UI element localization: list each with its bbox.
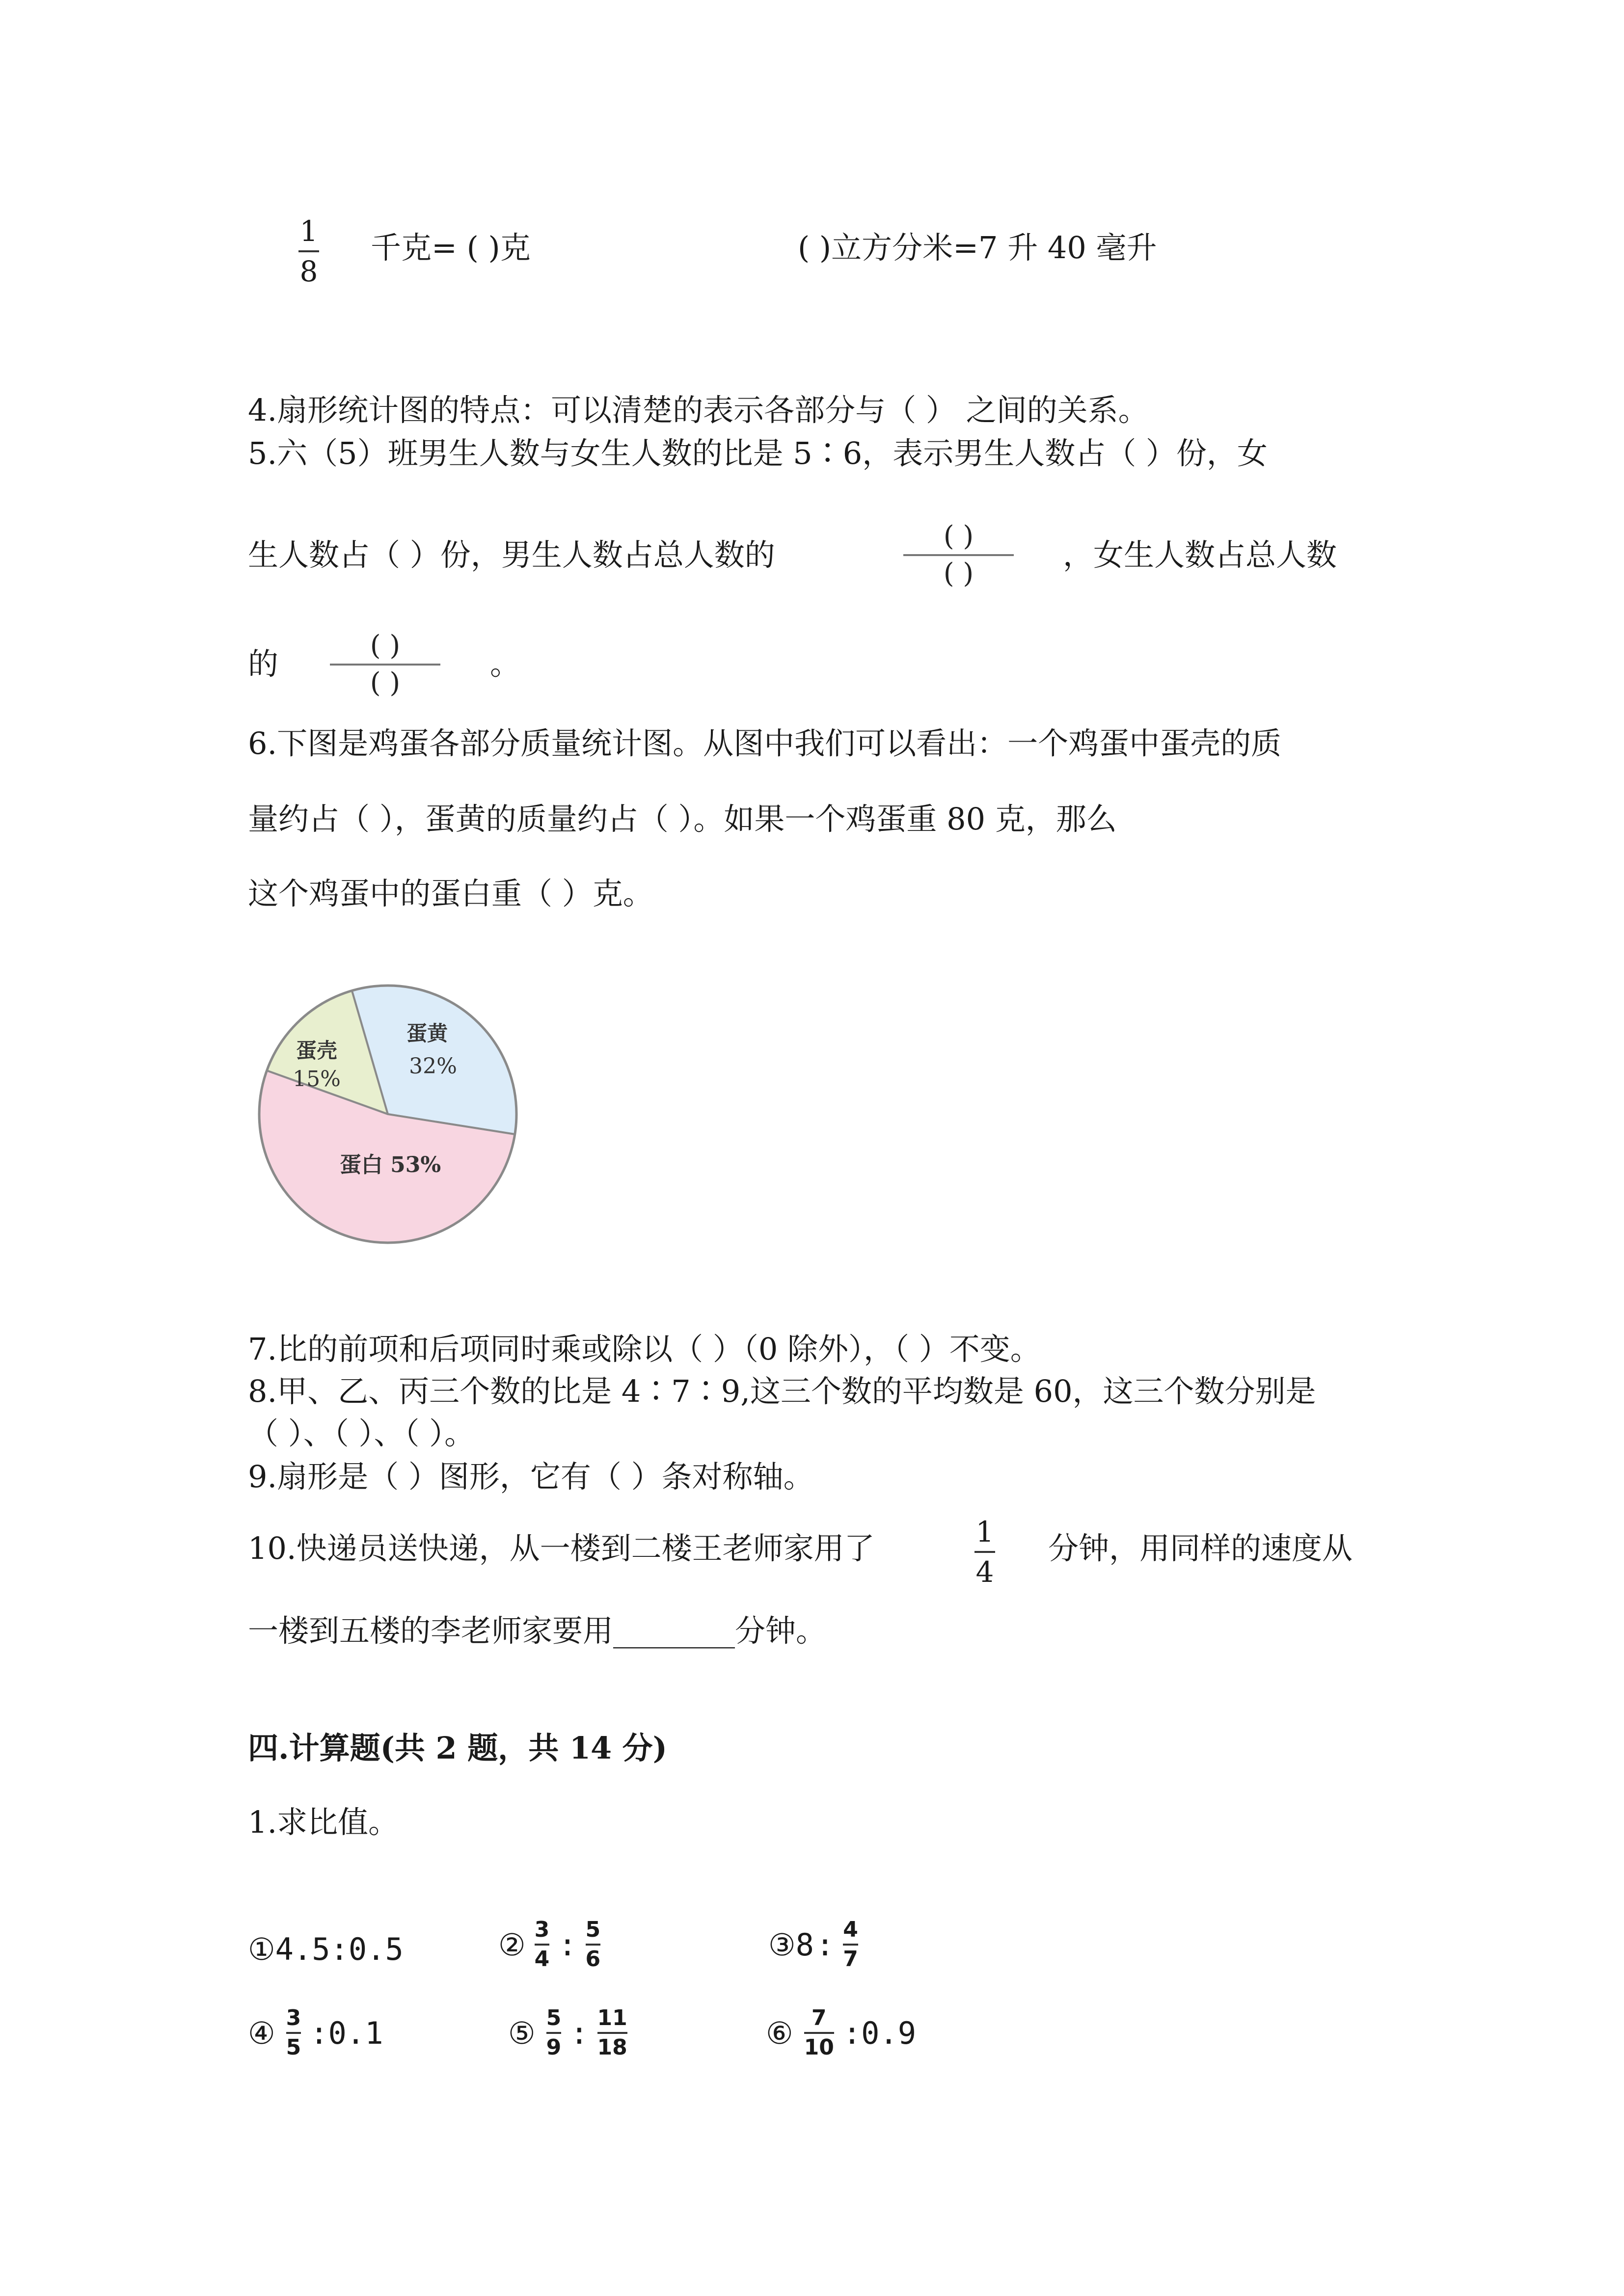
question-5-line-2b: ，女生人数占总人数 [1063,537,1337,573]
question-4: 4.扇形统计图的特点：可以清楚的表示各部分与（ ） 之间的关系。 [248,392,1149,428]
label-yolk: 蛋黄 [406,1021,448,1045]
question-10-line-1b: 分钟，用同样的速度从 [1048,1530,1353,1566]
value-yolk: 32% [409,1054,457,1079]
paren-fraction-boys: ( ) ( ) [903,523,1014,587]
question-5-line-2a: 生人数占（ ）份，男生人数占总人数的 [248,537,775,573]
section-4-title: 四.计算题(共 2 题，共 14 分) [248,1730,668,1766]
question-5-line-3b: 。 [490,646,521,682]
question-6-line-1: 6.下图是鸡蛋各部分质量统计图。从图中我们可以看出：一个鸡蛋中蛋壳的质 [248,725,1282,761]
kg-to-g-blank: 千克= ( )克 [371,230,531,266]
question-10-line-2: 一楼到五楼的李老师家要用________分钟。 [248,1613,827,1649]
calc-item-1: ① 4.5 : 0.5 [248,1931,404,1967]
question-9: 9.扇形是（ ）图形，它有（ ）条对称轴。 [248,1459,814,1495]
label-shell: 蛋壳 [296,1039,338,1063]
question-10-line-1a: 10.快递员送快递，从一楼到二楼王老师家用了 [248,1530,875,1566]
calc-question-1: 1.求比值。 [248,1804,399,1840]
question-8-line-2: （ ）、（ ）、（ ）。 [248,1415,475,1451]
calc-item-5: ⑤ 5 9 : 11 18 [508,2005,627,2060]
egg-pie-chart [250,982,525,1247]
calc-item-6: ⑥ 7 10 : 0.9 [766,2005,917,2060]
question-5-line-3a: 的 [248,646,279,682]
fraction-one-quarter: 1 4 [974,1518,995,1586]
question-8-line-1: 8.甲、乙、丙三个数的比是 4∶7∶9,这三个数的平均数是 60，这三个数分别是 [248,1373,1316,1409]
calc-item-2: ② 3 4 : 5 6 [498,1917,601,1972]
cubic-dm-blank: ( )立方分米=7 升 40 毫升 [798,230,1157,266]
fraction-one-eighth: 1 8 [298,217,319,286]
calc-item-3: ③ 8 : 4 7 [768,1917,858,1972]
paren-fraction-girls: ( ) ( ) [330,632,440,697]
question-7: 7.比的前项和后项同时乘或除以（ ）（0 除外），（ ）不变。 [248,1331,1041,1367]
label-white: 蛋白 53% [339,1152,441,1177]
question-5-line-1: 5.六（5）班男生人数与女生人数的比是 5∶6，表示男生人数占（ ）份，女 [248,435,1268,471]
calc-item-4: ④ 3 5 : 0.1 [248,2005,383,2060]
question-6-line-3: 这个鸡蛋中的蛋白重（ ）克。 [248,876,653,911]
value-shell: 15% [293,1067,341,1092]
question-6-line-2: 量约占（ ），蛋黄的质量约占（ ）。如果一个鸡蛋重 80 克，那么 [248,801,1117,837]
